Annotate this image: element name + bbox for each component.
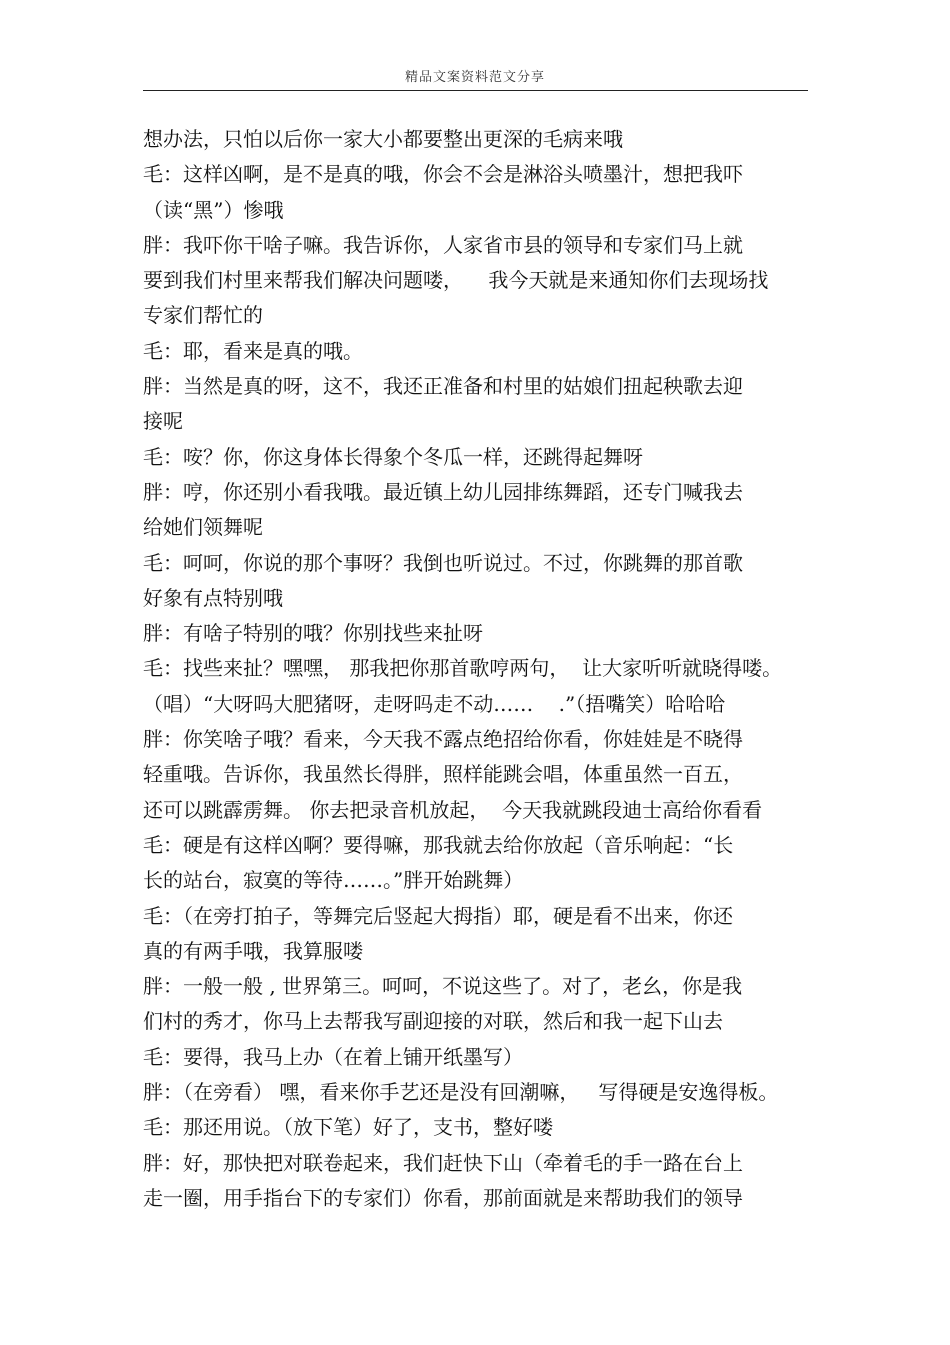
- document-body: [143, 122, 813, 1216]
- text-line: 胖：哼，你还别小看我哦。最近镇上幼儿园排练舞蹈，还专门喊我去: [143, 479, 743, 504]
- text-line: 毛：那还用说。（放下笔）好了，支书，整好喽: [143, 1115, 553, 1140]
- text-line: 胖：（在旁看） 嘿，看来你手艺还是没有回潮嘛， 写得硬是安逸得板。: [143, 1080, 779, 1105]
- page-header: 精品文案资料范文分享: [404, 70, 545, 85]
- text-line: 走一圈，用手指台下的专家们）你看，那前面就是来帮助我们的领导: [143, 1185, 743, 1210]
- text-line: 们村的秀才，你马上去帮我写副迎接的对联，然后和我一起下山去: [143, 1009, 723, 1034]
- text-line: 轻重哦。告诉你，我虽然长得胖，照样能跳会唱，体重虽然一百五，: [143, 762, 743, 787]
- text-line: 给她们领舞呢: [143, 515, 263, 540]
- text-line: 长的站台，寂寞的等待……。”胖开始跳舞）: [143, 868, 524, 893]
- text-line: 还可以跳霹雳舞。 你去把录音机放起， 今天我就跳段迪士高给你看看: [143, 797, 763, 822]
- text-line: （唱）“大呀吗大肥猪呀，走呀吗走不动…… .”（捂嘴笑）哈哈哈: [143, 691, 726, 716]
- text-line: 毛：硬是有这样凶啊？要得嘛，那我就去给你放起（音乐响起：“长: [143, 832, 734, 857]
- text-line: 好象有点特别哦: [143, 585, 283, 610]
- text-line: 毛：呵呵，你说的那个事呀？我倒也听说过。不过，你跳舞的那首歌: [143, 550, 743, 575]
- text-line: 毛：（在旁打拍子，等舞完后竖起大拇指）耶，硬是看不出来，你还: [143, 903, 733, 928]
- text-line: 毛：要得，我马上办（在着上铺开纸墨写）: [143, 1044, 523, 1069]
- text-line: 毛：找些来扯？嘿嘿， 那我把你那首歌哼两句， 让大家听听就晓得喽。: [143, 656, 783, 681]
- text-line: 专家们帮忙的: [143, 303, 263, 328]
- text-line: 胖：一般一般 , 世界第三。呵呵，不说这些了。对了，老幺，你是我: [143, 974, 743, 999]
- text-line: 毛：这样凶啊，是不是真的哦，你会不会是淋浴头喷墨汁，想把我吓: [143, 162, 743, 187]
- text-line: （读“黑”）惨哦: [143, 197, 284, 222]
- text-line: 胖：你笑啥子哦？看来，今天我不露点绝招给你看，你娃娃是不晓得: [143, 727, 743, 752]
- text-line: 胖：当然是真的呀，这不，我还正准备和村里的姑娘们扭起秧歌去迎: [143, 374, 743, 399]
- text-line: 胖：我吓你干啥子嘛。我告诉你，人家省市县的领导和专家们马上就: [143, 232, 743, 257]
- text-line: 要到我们村里来帮我们解决问题喽， 我今天就是来通知你们去现场找: [143, 268, 769, 293]
- text-line: 毛：耶，看来是真的哦。: [143, 338, 363, 363]
- text-line: 胖：有啥子特别的哦？你别找些来扯呀: [143, 621, 483, 646]
- text-line: 接呢: [143, 409, 183, 434]
- text-line: 想办法，只怕以后你一家大小都要整出更深的毛病来哦: [143, 127, 623, 151]
- header-divider: [143, 90, 808, 91]
- text-line: 毛：咹？你，你这身体长得象个冬瓜一样，还跳得起舞呀: [143, 444, 643, 469]
- text-line: 胖：好，那快把对联卷起来，我们赶快下山（牵着毛的手一路在台上: [143, 1150, 743, 1175]
- text-line: 真的有两手哦，我算服喽: [143, 938, 363, 963]
